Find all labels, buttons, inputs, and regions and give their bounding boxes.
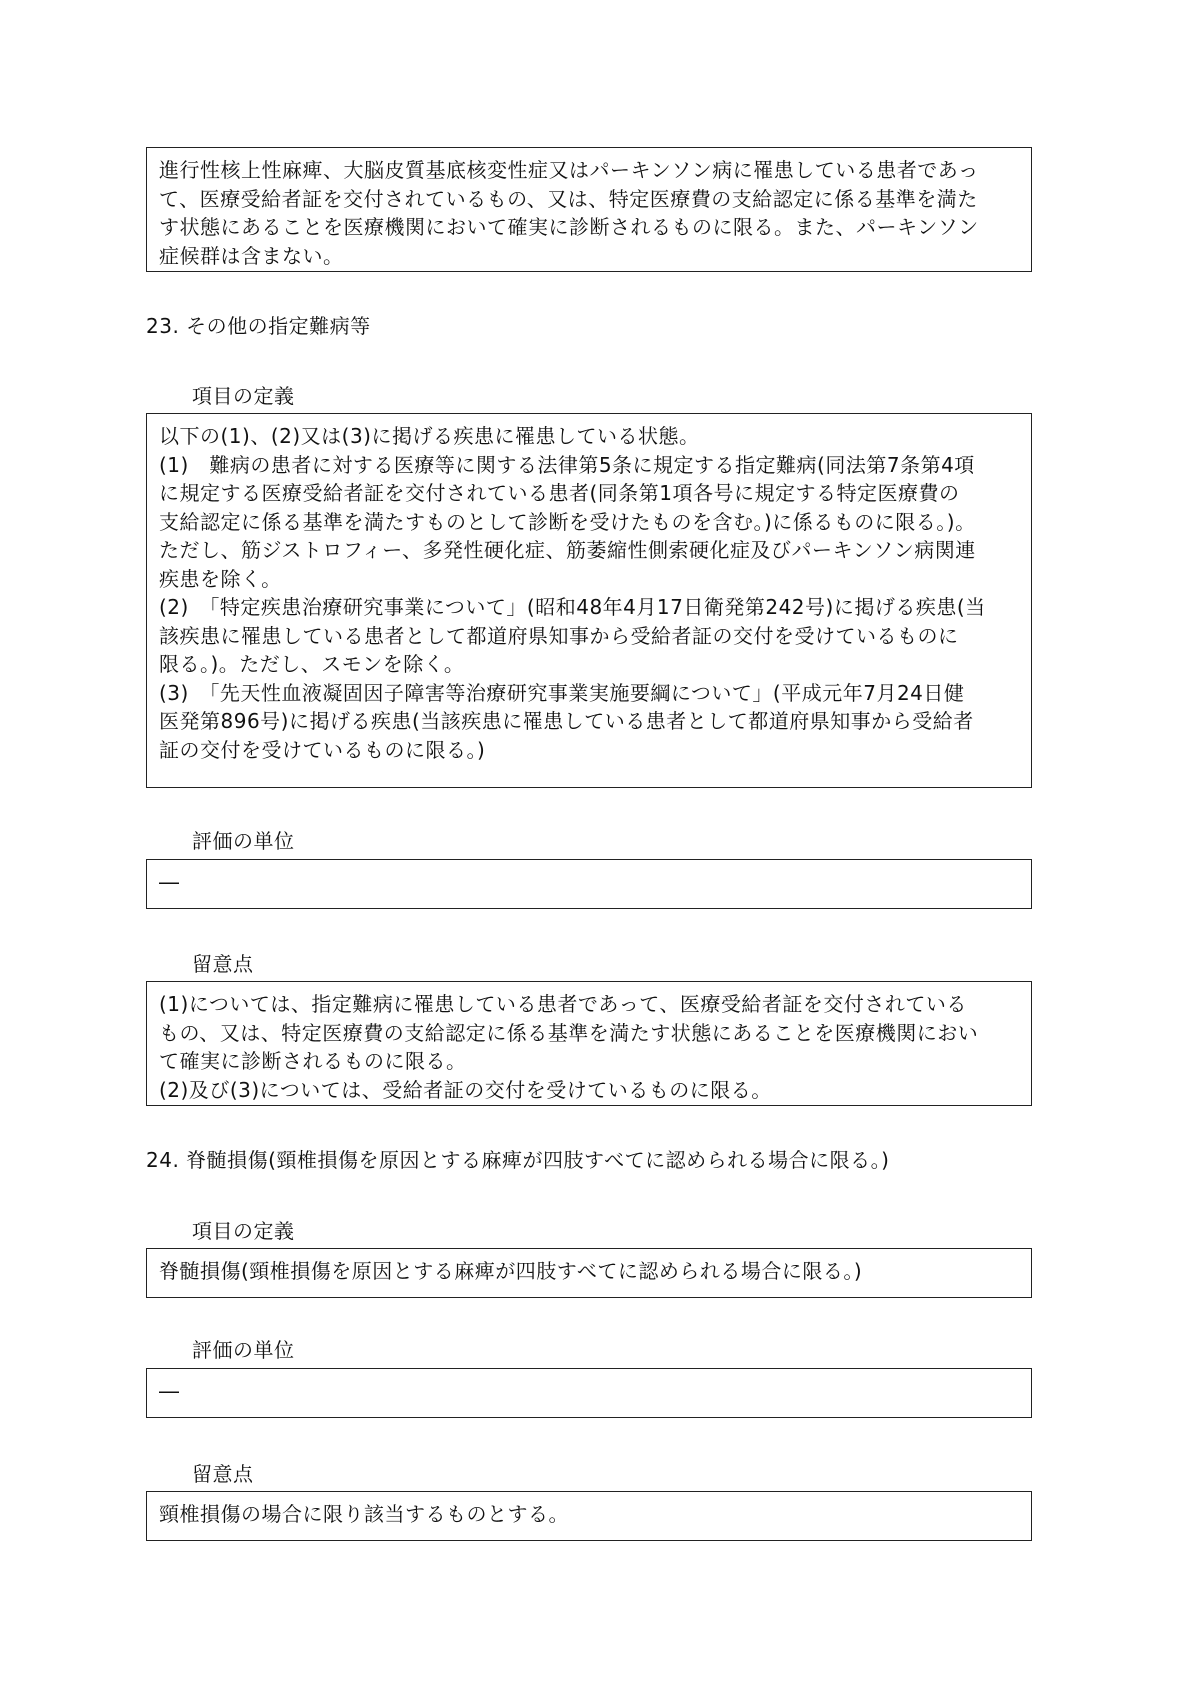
definition-line: 以下の(1)、(2)又は(3)に掲げる疾患に罹患している状態。 bbox=[159, 424, 700, 448]
intro-line: す状態にあることを医療機関において確実に診断されるものに限る。また、パーキンソン bbox=[159, 215, 979, 239]
notes-line: (1)については、指定難病に罹患している患者であって、医療受給者証を交付されている bbox=[159, 992, 967, 1016]
definition-line: (1) 難病の患者に対する医療等に関する法律第5条に規定する指定難病(同法第7条第4項 bbox=[159, 452, 975, 477]
unit-value: ― bbox=[159, 1379, 180, 1403]
section-23-unit-label: 評価の単位 bbox=[192, 829, 295, 853]
intro-line: て、医療受給者証を交付されているもの、又は、特定医療費の支給認定に係る基準を満た bbox=[159, 186, 978, 211]
section-24-unit-label: 評価の単位 bbox=[192, 1338, 295, 1362]
intro-line: 進行性核上性麻痺、大脳皮質基底核変性症又はパーキンソン病に罹患している患者であっ bbox=[159, 158, 979, 182]
section-23-unit-box bbox=[146, 859, 1032, 909]
section-23-heading: 23. その他の指定難病等 bbox=[146, 314, 371, 338]
section-23-definition-label: 項目の定義 bbox=[192, 384, 295, 408]
definition-line: 医発第896号)に掲げる疾患(当該疾患に罹患している患者として都道府県知事から受給者 bbox=[159, 709, 974, 733]
section-24-heading: 24. 脊髄損傷(頸椎損傷を原因とする麻痺が四肢すべてに認められる場合に限る。) bbox=[146, 1148, 890, 1172]
section-23-notes-label: 留意点 bbox=[192, 952, 254, 976]
intro-line: 症候群は含まない。 bbox=[159, 243, 344, 268]
definition-line: ただし、筋ジストロフィー、多発性硬化症、筋萎縮性側索硬化症及びパーキンソン病関連 bbox=[159, 538, 976, 562]
definition-line: (2) 「特定疾患治療研究事業について」(昭和48年4月17日衛発第242号)に掲げる疾患(当 bbox=[159, 595, 986, 619]
section-23-notes-box bbox=[146, 981, 1032, 1106]
notes-line: (2)及び(3)については、受給者証の交付を受けているものに限る。 bbox=[159, 1077, 772, 1102]
section-23-definition-box bbox=[146, 413, 1032, 788]
section-24-definition-box bbox=[146, 1248, 1032, 1298]
definition-line: 支給認定に係る基準を満たすものとして診断を受けたものを含む。)に係るものに限る。)。 bbox=[159, 509, 976, 534]
section-24-notes-label: 留意点 bbox=[192, 1462, 254, 1486]
intro-text-box bbox=[146, 147, 1032, 272]
notes-line: もの、又は、特定医療費の支給認定に係る基準を満たす状態にあることを医療機関におい bbox=[159, 1020, 979, 1045]
notes-line: て確実に診断されるものに限る。 bbox=[159, 1049, 467, 1073]
section-24-definition-label: 項目の定義 bbox=[192, 1219, 295, 1243]
definition-line: 該疾患に罹患している患者として都道府県知事から受給者証の交付を受けているものに bbox=[159, 623, 959, 648]
definition-line: 証の交付を受けているものに限る。) bbox=[159, 737, 486, 762]
notes-line: 頸椎損傷の場合に限り該当するものとする。 bbox=[159, 1502, 569, 1526]
definition-line: 疾患を除く。 bbox=[159, 566, 282, 591]
section-24-notes-box bbox=[146, 1491, 1032, 1541]
definition-line: に規定する医療受給者証を交付されている患者(同条第1項各号に規定する特定医療費の bbox=[159, 481, 960, 505]
section-24-unit-box bbox=[146, 1368, 1032, 1418]
definition-line: (3) 「先天性血液凝固因子障害等治療研究事業実施要綱について」(平成元年7月24日健 bbox=[159, 680, 965, 705]
unit-value: ― bbox=[159, 870, 180, 894]
definition-line: 限る。)。ただし、スモンを除く。 bbox=[159, 652, 465, 676]
definition-line: 脊髄損傷(頸椎損傷を原因とする麻痺が四肢すべてに認められる場合に限る。) bbox=[159, 1259, 863, 1283]
